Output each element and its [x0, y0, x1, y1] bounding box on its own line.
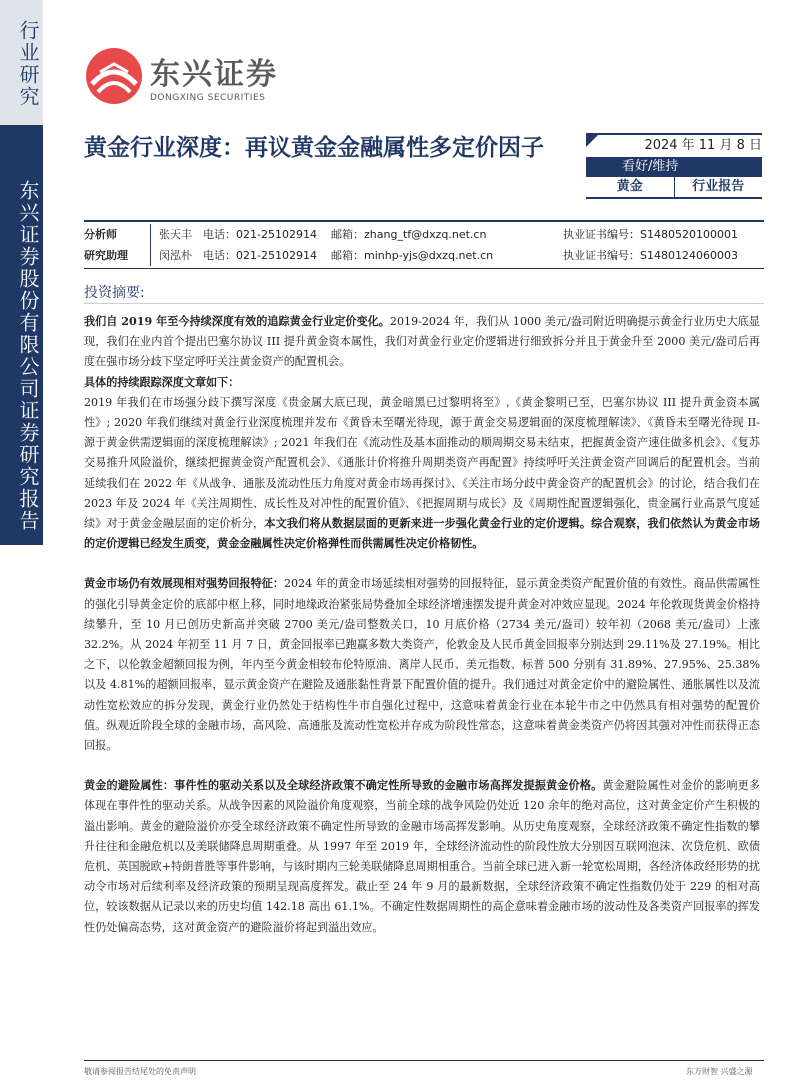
paragraph-text: 2019 年我们在市场强分歧下撰写深度《贵金属大底已现，黄金暗黑已过黎明将至》,《黄金黎明已至，巴塞尔协议 III 提升黄金资本属性》; 2020 年我们继续对黄金行业深度梳理并发布《黄昏未至曙光待现，源于黄金交易逻辑面的深度梳理解读》、《黄昏未至曙光待现 II-源于黄金供需逻辑面的深度梳理解读》; 2021 年我们在《流动性及基本面推动的顺周期交易未结束，把握黄金资产速住做多机会》、《复苏交易推升风险溢价，继续把握黄金资产配置机会》、《通胀计价将推升周期类资产再配置》持续呼吁关注黄金资产回调后的配置机会。当前延续我们在 2022 年《从战争、通胀及流动性压力角度对黄金市场再探讨》、《关注市场分歧中黄金资产的配置机会》的讨论，结合我们在 2023 年及 2024 年《关注周期性、成长性及对冲性的配置价值》、《把握周期与成长》及《周期性配置逻辑强化，贵金属行业高景气度延续》对于黄金金融层面的定价析分， [84, 395, 760, 531]
paragraph-gap [84, 554, 760, 574]
sidebar-category-label: 行业研究 [16, 20, 40, 108]
paragraph-lead: 具体的持续跟踪深度文章如下： [84, 375, 240, 389]
logo-chinese-name: 东兴证券 [150, 57, 278, 92]
report-body [84, 312, 760, 938]
industry-label: 黄金 [586, 177, 675, 197]
analyst-table [84, 220, 764, 269]
footer-slogan: 东方财智 兴盛之源 [686, 1067, 753, 1076]
analyst-role: 分析师 [84, 224, 151, 245]
footer-divider [84, 1060, 764, 1061]
analyst-name: 闵泓朴 [159, 249, 192, 262]
rating-badge: 看好/维持 [586, 157, 762, 177]
footer-disclaimer: 敬请参阅报告结尾处的免责声明 [84, 1067, 196, 1076]
section-divider [84, 303, 764, 304]
logo-emblem-icon [84, 46, 144, 106]
analyst-role: 研究助理 [84, 245, 151, 266]
paragraph-conclusion: 本文我们将从数据层面的更新来进一步强化黄金行业的定价逻辑。综合观察，我们依然认为黄金市场的定价逻辑已经发生质变，黄金金融属性决定价格弹性而供需属性决定价格韧性。 [84, 517, 760, 551]
logo-english-name: DONGXING SECURITIES [150, 93, 266, 103]
paragraph [84, 393, 760, 555]
paragraph [84, 373, 760, 393]
paragraph-lead: 我们自 2019 年至今持续深度有效的追踪黄金行业定价变化。 [84, 315, 390, 328]
analyst-phone: 电话：021-25102914 [203, 228, 317, 241]
paragraph [84, 776, 760, 938]
analyst-cert: 执业证书编号：S1480124060003 [563, 249, 738, 262]
company-logo [84, 46, 278, 106]
analyst-email: 邮箱：zhang_tf@dxzq.net.cn [331, 228, 487, 241]
paragraph [84, 574, 760, 756]
paragraph-text: 2024 年的黄金市场延续相对强势的回报特征，显示黄金类资产配置价值的有效性。商品供需属性的强化引导黄金定价的底部中枢上移，同时地缘政治紧张局势叠加全球经济增速摆发提升黄金对冲效应显现。2024 年伦敦现货黄金价格持续攀升，至 10 月已创历史新高并突破 2700 美元/盎司整数关口，10 月底价格（2734 美元/盎司）较年初（2068 美元/盎司）上涨 32.2%。从 2024 年初至 11 月 7 日，黄金回报率已跑赢多数大类资产，伦敦金及人民币黄金回报率分别达到 29.11%及 27.19%。相比之下，以伦敦金超额回报为例，年内至今黄金相较布伦特原油、离岸人民币、美元指数、标普 500 分别有 31.89%、27.95%、25.38%以及 4.81%的超额回报率，显示黄金资产在避险及通胀黏性背景下配置价值的提升。我们通过对黄金定价中的避险属性、通胀属性以及流动性宽松效应的拆分发现，黄金行业仍然处于结构性牛市自强化过程中，这意味着黄金行业在本轮牛市之中仍然具有相对强势的配置价值。纵观近阶段全球的金融市场，高风险、高通胀及流动性宽松并存成为阶段性常态，这意味着黄金类资产仍将因其强对冲性而获得正态回报。 [84, 577, 760, 753]
paragraph-lead: 黄金的避险属性：事件性的驱动关系以及全球经济政策不确定性所导致的金融市场高挥发提振黄金价格。 [84, 779, 603, 793]
section-heading: 投资摘要: [84, 285, 145, 301]
analyst-row [84, 245, 764, 266]
paragraph-text: 2019-2024 年，我们从 1000 美元/盎司附近明确提示黄金行业历史大底显现，我们在业内首个提出巴塞尔协议 III 提升黄金资本属性，我们对黄金行业定价逻辑进行细致拆分并且于黄金升至 2000 美元/盎司后再度在强市场分歧下坚定呼吁关注黄金资产的配置机会。 [84, 315, 760, 369]
info-row [586, 177, 762, 199]
analyst-email: 邮箱：minhp-yjs@dxzq.net.cn [331, 249, 494, 262]
analyst-cert: 执业证书编号：S1480520100001 [563, 228, 738, 241]
report-info-box [586, 133, 762, 199]
analyst-name: 张天丰 [159, 228, 192, 241]
paragraph [84, 312, 760, 373]
report-type-label: 行业报告 [692, 179, 745, 194]
paragraph-lead: 黄金市场仍有效展现相对强势回报特征： [84, 577, 284, 591]
report-date: 2024 年 11 月 8 日 [586, 133, 762, 157]
sidebar-company-label: 东兴证券股份有限公司证券研究报告 [16, 180, 40, 532]
analyst-phone: 电话：021-25102914 [203, 249, 317, 262]
paragraph-text: 黄金避险属性对金价的影响更多体现在事件性的驱动关系。从战争因素的风险溢价角度观察，当前全球的战争风险仍处近 120 余年的绝对高位，这对黄金定价产生积极的溢出影响。黄金的避险溢价亦受全球经济政策不确定性所导致的金融市场高挥发影响。从历史角度观察，全球经济政策不确定性指数的攀升往往和金融危机以及美联储降息周期重叠。从 1997 年至 2019 年，全球经济流动性的阶段性放大分别因互联网泡沫、次贷危机、欧债危机、英国脱欧+特朗普胜等事件影响，与该时期内三轮美联储降息周期相重合。当前全球已进入新一轮宽松周期，各经济体政经形势的扰动令市场对后续利率及经济政策的预期呈现高度挥发。截止至 24 年 9 月的最新数据，全球经济政策不确定性指数仍处于 229 的相对高位，较该数据从记录以来的历史均值 142.18 高出 61.1%。不确定性数据周期性的高企意味着金融市场的波动性及各类资产回报率的挥发性仍处偏高态势，这对黄金资产的避险溢价将起到溢出效应。 [84, 779, 760, 934]
paragraph-gap [84, 756, 760, 776]
report-title: 黄金行业深度：再议黄金金融属性多定价因子 [84, 135, 544, 161]
analyst-row [84, 224, 764, 245]
